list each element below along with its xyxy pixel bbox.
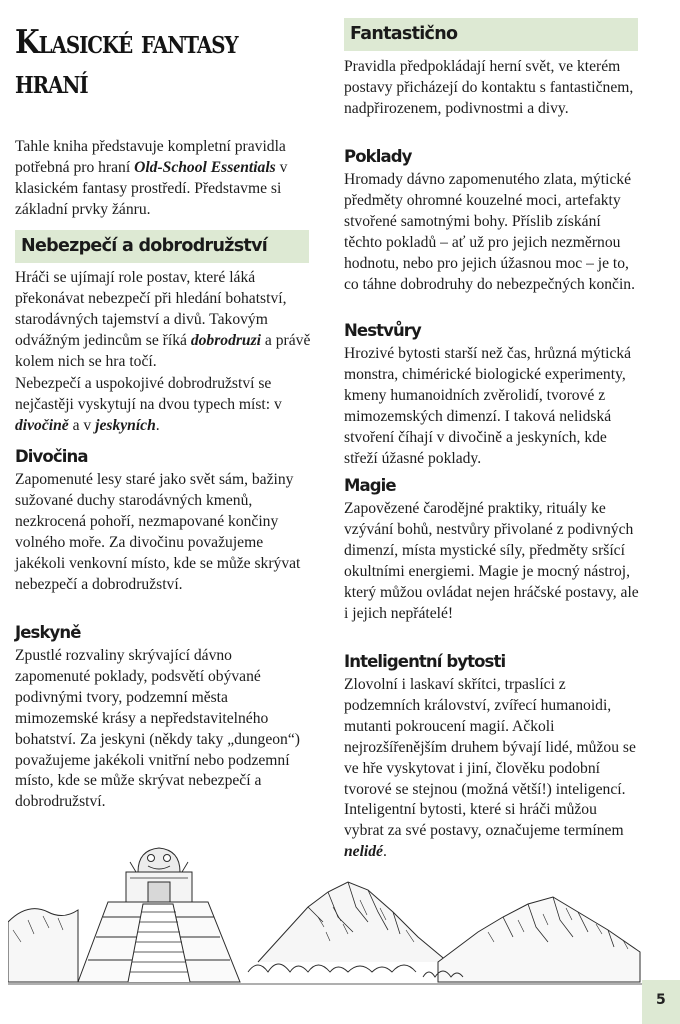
page-title: Klasické fantasy hraní (15, 22, 238, 101)
danger-text-end: a právě kolem nich se hra točí. (15, 331, 311, 370)
temple-mountains-illustration (8, 812, 648, 990)
danger-p2-text-mid: a v (68, 416, 96, 434)
intelligent-text-end: . (382, 843, 387, 861)
danger-p2-emphasis-wild: divočině (15, 416, 69, 434)
subheading-wild: Divočina (15, 447, 88, 466)
subheading-cave: Jeskyně (15, 623, 81, 642)
danger-text: Hráči se ujímají role postav, které láká překonávat nebezpečí při hledání bohatství, starodávných tajemství a divů. Takovým odvážným jedincům se říká (15, 269, 287, 349)
monsters-paragraph: Hrozivé bytosti starší než čas, hrůzná mýtická monstra, chimérické biologické experimenty, kmeny humanoidních zvěrolidí, tvorové z mimozemských dimenzí. I taková nelidská stvoření číhají v divočině a jeskyních, kde střeží úžasné poklady. (344, 345, 632, 467)
intelligent-text: Zlovolní i laskaví skřítci, trpaslíci z podzemních království, zvířecí humanoidi, mutanti pokroucení magií. Ačkoli nejrozšířenějším druhem bývají lidé, můžou se ve hře vyskytovat i jiní, člověku podobní tvorové se stejnou (možná větší!) inteligencí. Inteligentní bytosti, které si hráči můžou vybrat za své postavy, označujeme termínem (344, 676, 636, 840)
page-number: 5 (656, 992, 666, 1008)
section-heading-fantastic: Fantastično (344, 18, 638, 51)
intro-paragraph (15, 137, 311, 221)
intro-text-end: v klasickém fantasy prostředí. Představme si základní prvky žánru. (15, 158, 288, 218)
page-number-tab (642, 980, 680, 1024)
magic-paragraph: Zapovězené čarodějné praktiky, rituály ke vzývání bohů, nestvůry přivolané z podivných dimenzí, místa mystické síly, předměty sršící okultními energiemi. Magie je mocný nástroj, který můžou ovládat nejen hráčské postavy, ale i jejich nepřátelé! (344, 500, 639, 622)
subheading-treasure: Poklady (344, 147, 412, 166)
danger-p2-text-end: . (155, 416, 160, 434)
subheading-magic: Magie (344, 476, 396, 495)
danger-p2-text: Nebezpečí a uspokojivé dobrodružství se nejčastěji vyskytují na dvou typech míst: v (15, 375, 282, 413)
danger-paragraph-1 (15, 268, 311, 373)
danger-p2-emphasis-cave: jeskyních (95, 416, 156, 434)
fantastic-paragraph: Pravidla předpokládají herní svět, ve kterém postavy přicházejí do kontaktu s fantastičnem, nadpřirozenem, podivnostmi a divy. (344, 58, 634, 117)
cave-paragraph: Zpustlé rozvaliny skrývající dávno zapomenuté poklady, podsvětí obývané podivnými tvory, podzemní města mimozemské krásy a nepředstavitelného bohatství. Za jeskyni (někdy taky „dungeon“) považujeme jakékoli vnitřní nebo podzemní místo, kde se může skrývat nebezpečí a dobrodružství. (15, 647, 300, 811)
intro-emphasis: Old-School Essentials (134, 158, 276, 176)
treasure-paragraph: Hromady dávno zapomenutého zlata, mýtické předměty ohromné kouzelné moci, artefakty stvořené samotnými bohy. Příslib získání těchto pokladů – ať už pro jejich nezměrnou hodnotu, nebo pro jejich úžasnou moc – je to, co táhne dobrodruhy do nebezpečných končin. (344, 171, 635, 293)
intelligent-emphasis: nelidé (344, 843, 383, 861)
subheading-intelligent: Inteligentní bytosti (344, 652, 506, 671)
subheading-monsters: Nestvůry (344, 321, 421, 340)
danger-emphasis: dobrodruzi (190, 331, 262, 349)
wild-paragraph: Zapomenuté lesy staré jako svět sám, bažiny sužované duchy starodávných kmenů, nezkrocená pohoří, nezmapované končiny volného moře. Za divočinu považujeme jakékoli venkovní místo, kde se může skrývat nebezpečí a dobrodružství. (15, 471, 301, 593)
section-heading-danger: Nebezpečí a dobrodružství (15, 230, 309, 263)
intro-text: Tahle kniha představuje kompletní pravidla potřebná pro hraní (15, 138, 286, 176)
danger-paragraph-2 (15, 374, 311, 437)
